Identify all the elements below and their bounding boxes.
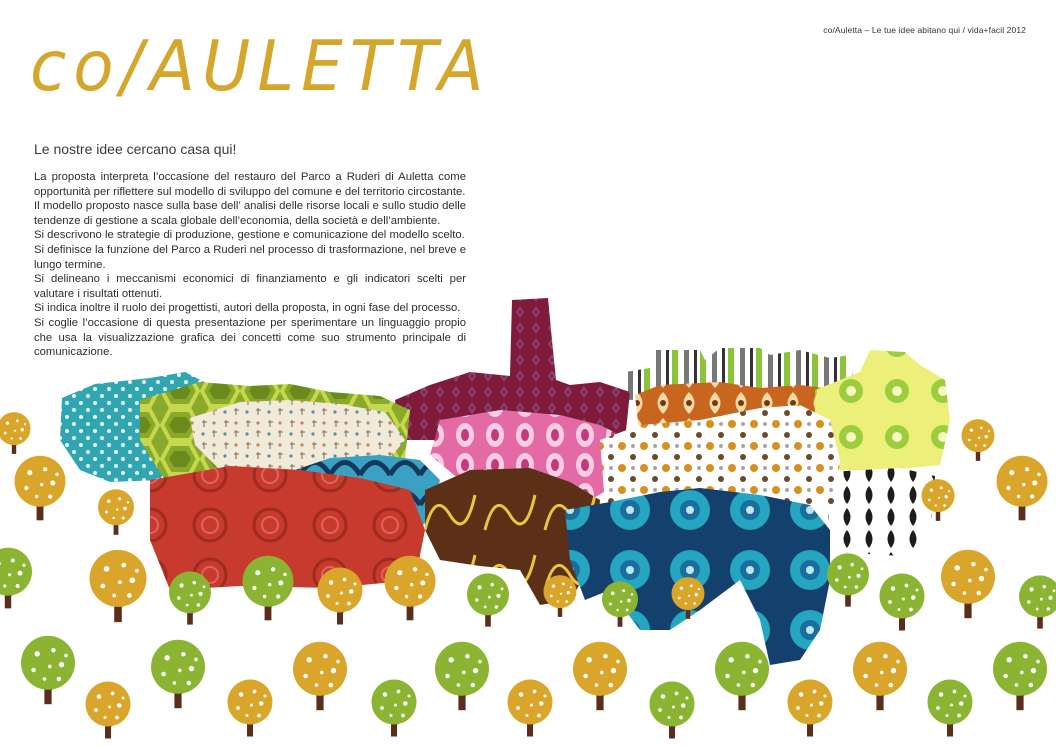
paragraph: Il modello proposto nasce sulla base dell’ analisi delle risorse locali e sullo studio delle tendenze di gestione a scala globale dell’economia, della società e dell’ambiente. bbox=[34, 200, 466, 227]
paragraph: Si definisce la funzione del Parco a Ruderi nel processo di trasformazione, nel breve e lungo termine. bbox=[34, 243, 466, 271]
paragraph: Si descrivono le strategie di produzione, gestione e comunicazione del modello scelto. bbox=[34, 229, 465, 242]
paragraph: Si coglie l’occasione di questa presentazione per sperimentare un linguaggio propio che usa la visualizzazione grafica dei concetti come suo strumento principale di comunicazione. bbox=[34, 316, 466, 359]
header-credit: co/Auletta – Le tue idee abitano qui / vida+facil 2012 bbox=[823, 25, 1026, 35]
blue-flower-patch bbox=[565, 488, 830, 665]
collage-illustration bbox=[0, 290, 1056, 746]
paragraph: Si delineano i meccanismi economici di finanziamento e gli indicatori scelti per valutare i risultati ottenuti. bbox=[34, 273, 466, 300]
page-subtitle: Le nostre idee cercano casa qui! bbox=[34, 141, 237, 157]
paragraph: La proposta interpreta l’occasione del restauro del Parco a Ruderi di Auletta come opportunità per riflettere sul modello di sviluppo del comune e del territorio circostante. bbox=[34, 171, 466, 198]
damask-patch bbox=[828, 468, 935, 556]
paragraph: Si indica inoltre il ruolo dei progettisti, autori della proposta, in ogni fase del processo. bbox=[34, 302, 461, 315]
logo-title: co/AULETTA bbox=[30, 26, 491, 107]
